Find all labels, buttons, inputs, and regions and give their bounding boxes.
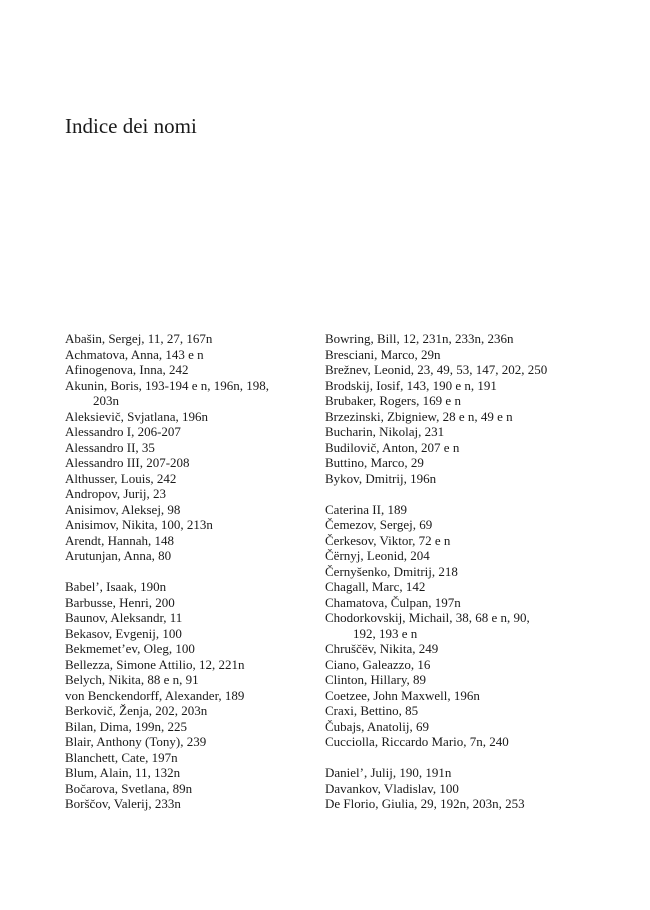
letter-group-gap	[325, 750, 565, 766]
index-entry	[65, 440, 305, 456]
index-entry-line: Blanchett, Cate, 197n	[65, 749, 178, 765]
index-entry-line: Abašin, Sergej, 11, 27, 167n	[65, 331, 213, 346]
index-column-left	[65, 331, 305, 812]
index-entry-line: Althusser, Louis, 242	[65, 470, 177, 486]
index-entry	[325, 471, 565, 487]
index-entry	[65, 781, 305, 797]
index-entry-line: Bekmemet’ev, Oleg, 100	[65, 641, 195, 656]
index-entry-line: Chruščëv, Nikita, 249	[325, 641, 439, 656]
index-column-right	[325, 331, 565, 812]
index-entry	[325, 517, 565, 533]
index-entry	[325, 579, 565, 595]
index-entry	[65, 672, 305, 688]
index-entry	[325, 672, 565, 688]
index-entry-continuation: 192, 193 e n	[353, 625, 418, 641]
index-entry-line: Anisimov, Aleksej, 98	[65, 501, 181, 517]
index-entry	[65, 579, 305, 595]
index-entry-line: Bekasov, Evgenij, 100	[65, 625, 182, 641]
index-entry	[65, 502, 305, 518]
index-entry	[65, 610, 305, 626]
index-entry	[325, 641, 565, 657]
index-entry	[65, 641, 305, 657]
index-entry-line: von Benckendorff, Alexander, 189	[65, 687, 245, 703]
index-entry	[325, 533, 565, 549]
index-entry	[325, 548, 565, 564]
index-entry	[65, 719, 305, 735]
index-entry-line: Čerkesov, Viktor, 72 e n	[325, 532, 451, 548]
index-entry-line: Čubajs, Anatolij, 69	[325, 718, 429, 734]
index-entry	[325, 564, 565, 580]
index-entry-line: Berkovič, Ženja, 202, 203n	[65, 703, 208, 718]
index-entry-line: Blum, Alain, 11, 132n	[65, 765, 181, 780]
index-entry-line: Chamatova, Čulpan, 197n	[325, 594, 461, 610]
index-entry-line: Craxi, Bettino, 85	[325, 703, 419, 718]
index-entry-line: Bresciani, Marco, 29n	[325, 346, 441, 362]
index-entry	[65, 657, 305, 673]
index-entry-line: Čemezov, Sergej, 69	[325, 517, 433, 532]
index-entry	[325, 347, 565, 363]
index-entry	[65, 750, 305, 766]
index-entry	[65, 486, 305, 502]
letter-group-gap	[325, 486, 565, 502]
index-entry	[65, 471, 305, 487]
index-entry	[325, 455, 565, 471]
index-entry	[325, 719, 565, 735]
index-entry	[65, 796, 305, 812]
index-entry-line: Černyšenko, Dmitrij, 218	[325, 563, 458, 579]
index-entry	[325, 409, 565, 425]
index-entry	[325, 765, 565, 781]
index-entry-line: Caterina II, 189	[325, 501, 407, 517]
index-entry-line: De Florio, Giulia, 29, 192n, 203n, 253	[325, 796, 525, 811]
index-entry	[65, 595, 305, 611]
index-entry-line: Clinton, Hillary, 89	[325, 672, 426, 687]
index-entry	[325, 440, 565, 456]
index-entry-line: Achmatova, Anna, 143 e n	[65, 346, 204, 362]
index-entry	[325, 734, 565, 750]
index-entry	[65, 626, 305, 642]
index-entry	[325, 502, 565, 518]
index-entry-line: Baunov, Aleksandr, 11	[65, 610, 183, 625]
index-entry	[65, 765, 305, 781]
index-entry-line: Coetzee, John Maxwell, 196n	[325, 687, 480, 703]
index-entry	[325, 688, 565, 704]
index-entry-line: Bowring, Bill, 12, 231n, 233n, 236n	[325, 331, 514, 346]
index-entry	[325, 657, 565, 673]
index-entry-line: Alessandro II, 35	[65, 439, 155, 455]
index-entry	[325, 331, 565, 347]
index-entry	[325, 781, 565, 797]
index-entry-line: Budilovič, Anton, 207 e n	[325, 439, 460, 455]
index-entry	[65, 347, 305, 363]
index-entry	[65, 455, 305, 471]
index-entry	[65, 378, 305, 409]
index-entry	[65, 409, 305, 425]
index-entry-line: Buttino, Marco, 29	[325, 455, 424, 470]
index-entry-line: Bilan, Dima, 199n, 225	[65, 718, 188, 734]
index-entry	[65, 548, 305, 564]
index-entry-line: Aleksievič, Svjatlana, 196n	[65, 408, 208, 424]
index-entry-line: Arutunjan, Anna, 80	[65, 548, 172, 563]
index-entry-line: Alessandro III, 207-208	[65, 455, 190, 470]
index-entry	[65, 362, 305, 378]
index-entry-line: Bucharin, Nikolaj, 231	[325, 424, 445, 439]
index-entry	[65, 734, 305, 750]
index-entry-line: Arendt, Hannah, 148	[65, 532, 175, 548]
index-entry	[325, 703, 565, 719]
index-entry	[65, 703, 305, 719]
index-entry	[325, 393, 565, 409]
index-entry-line: Chagall, Marc, 142	[325, 579, 426, 594]
index-entry-line: Bykov, Dmitrij, 196n	[325, 470, 437, 486]
index-entry	[65, 424, 305, 440]
index-entry-line: Blair, Anthony (Tony), 239	[65, 734, 207, 749]
index-entry-line: Andropov, Jurij, 23	[65, 486, 166, 501]
index-entry-line: Cucciolla, Riccardo Mario, 7n, 240	[325, 734, 509, 749]
index-entry-line: Alessandro I, 206-207	[65, 424, 181, 439]
index-entry-line: Čërnyj, Leonid, 204	[325, 548, 430, 563]
index-entry-line: Bočarova, Svetlana, 89n	[65, 780, 193, 796]
index-entry-continuation: 203n	[93, 393, 119, 408]
index-entry	[65, 533, 305, 549]
letter-group-gap	[65, 564, 305, 580]
index-entry-line: Brzezinski, Zbigniew, 28 e n, 49 e n	[325, 408, 513, 424]
index-entry-line: Akunin, Boris, 193-194 e n, 196n, 198,	[65, 377, 270, 393]
index-entry	[325, 424, 565, 440]
index-entry	[325, 796, 565, 812]
index-entry-line: Afinogenova, Inna, 242	[65, 362, 189, 377]
index-entry	[325, 362, 565, 378]
index-entry	[65, 331, 305, 347]
index-entry-line: Brubaker, Rogers, 169 e n	[325, 393, 461, 408]
index-entry-line: Bellezza, Simone Attilio, 12, 221n	[65, 656, 245, 672]
index-entry-line: Babel’, Isaak, 190n	[65, 579, 167, 594]
index-entry	[325, 595, 565, 611]
index-entry-line: Anisimov, Nikita, 100, 213n	[65, 517, 213, 532]
index-entry-line: Brodskij, Iosif, 143, 190 e n, 191	[325, 377, 497, 393]
index-entry-line: Ciano, Galeazzo, 16	[325, 656, 431, 672]
index-entry	[325, 378, 565, 394]
index-entry-line: Belych, Nikita, 88 e n, 91	[65, 672, 199, 687]
index-entry	[325, 610, 565, 641]
index-entry-line: Chodorkovskij, Michail, 38, 68 e n, 90,	[325, 610, 530, 625]
index-entry-line: Brežnev, Leonid, 23, 49, 53, 147, 202, 250	[325, 362, 548, 377]
index-entry-line: Borščov, Valerij, 233n	[65, 796, 181, 811]
index-entry-line: Davankov, Vladislav, 100	[325, 780, 459, 796]
index-entry	[65, 517, 305, 533]
index-entry	[65, 688, 305, 704]
page-title: Indice dei nomi	[65, 114, 197, 138]
index-entry-line: Barbusse, Henri, 200	[65, 594, 175, 610]
index-entry-line: Daniel’, Julij, 190, 191n	[325, 765, 452, 780]
